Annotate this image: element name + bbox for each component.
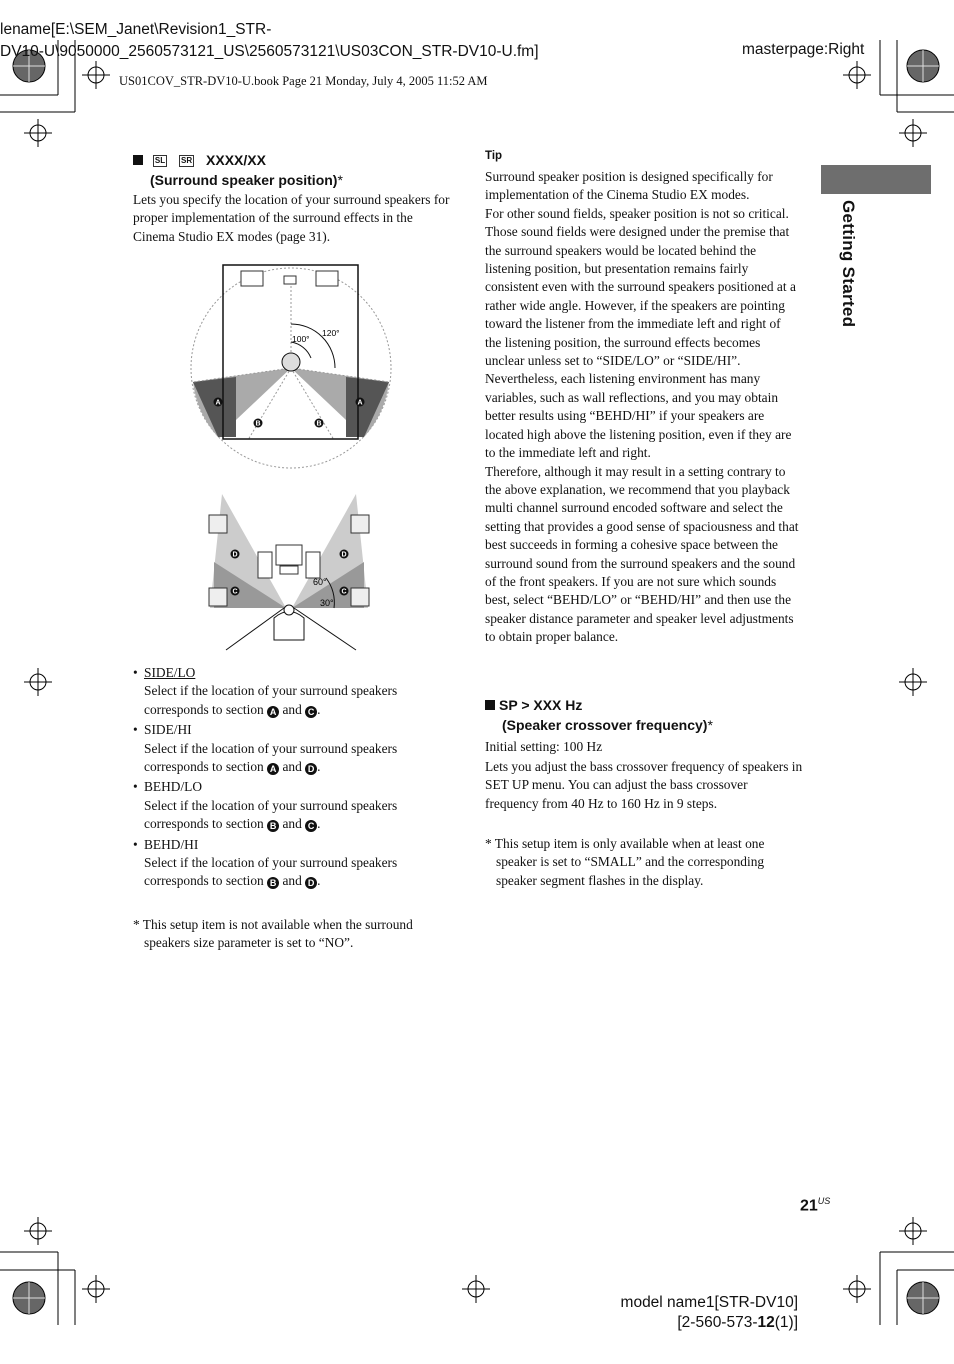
crossover-heading: SP > XXX Hz (Speaker crossover frequency)*	[485, 695, 805, 735]
angle-label-30: 30°	[320, 598, 334, 608]
section-subtitle: (Surround speaker position)	[150, 172, 338, 188]
option-name: SIDE/LO	[144, 665, 196, 680]
option-desc: Select if the location of your surround speakers corresponds to section	[144, 797, 398, 832]
option-desc: Select if the location of your surround speakers corresponds to section	[144, 855, 398, 889]
side-tab-label: Getting Started	[839, 200, 858, 328]
crossover-description: Lets you adjust the bass crossover frequency of speakers in SET UP menu. You can adjust the bass crossover frequency from 40 Hz to 160 Hz in 9 steps.	[485, 759, 803, 811]
section-marker: B	[267, 820, 279, 832]
tip-paragraph: For other sound fields, speaker position is not so critical. Those sound fields were designed under the premise that the surround speakers would be located behind the listening position, but presentation remains fairly consistent even with the surround speakers positioned at a rather wide angle. However, if the speakers are pointing toward the listener from the immediate left and right of the listening position, the surround effects becomes unclear unless set to “SIDE/LO” or “SIDE/HI”.	[485, 205, 796, 369]
tip-paragraph: Nevertheless, each listening environment has many variables, such as wall reflections, and you may obtain better results using “BEHD/HI” if your speakers are located high above the listening position, even if they are to the immediate left and right.	[485, 371, 792, 461]
page-number	[800, 1196, 830, 1215]
heading-square-bullet	[485, 700, 495, 710]
marker-c-left: C	[232, 588, 238, 596]
surround-angle-diagram	[188, 262, 394, 472]
page-suffix: US	[817, 1196, 831, 1206]
crossover-subtitle: (Speaker crossover frequency)	[502, 717, 708, 733]
heading-square-bullet	[133, 155, 143, 165]
masterpage-label: masterpage:Right	[742, 41, 865, 58]
section-marker: C	[305, 820, 317, 832]
and-word: and	[282, 701, 302, 717]
marker-b-left: B	[255, 420, 261, 428]
filename-line-1: lename[E:\SEM_Janet\Revision1_STR-	[0, 21, 272, 38]
section-marker: A	[267, 763, 279, 775]
and-word: and	[282, 759, 302, 775]
section-marker: B	[267, 877, 279, 889]
tip-body	[485, 168, 800, 647]
marker-d-left: D	[232, 551, 238, 559]
option-name: BEHD/HI	[144, 836, 199, 852]
book-info-line: US01COV_STR-DV10-U.book Page 21 Monday, July 4, 2005 11:52 AM	[119, 74, 488, 88]
section-tab	[821, 165, 931, 194]
surround-height-diagram	[206, 490, 372, 656]
tip-paragraph: Surround speaker position is designed specifically for implementation of the Cinema Studio EX modes.	[485, 169, 773, 203]
angle-label-100: 100°	[292, 334, 310, 344]
filename-line-2: DV10-U\9050000_2560573121_US\2560573121\US03CON_STR-DV10-U.fm]	[0, 43, 539, 60]
marker-a-left: A	[215, 399, 221, 407]
option-desc: Select if the location of your surround speakers corresponds to section	[144, 740, 398, 775]
model-line: model name1[STR-DV10]	[620, 1294, 798, 1311]
sr-icon: SR	[181, 156, 193, 165]
section-title: XXXX/XX	[206, 152, 266, 168]
left-footnote: * This setup item is not available when the surround speakers size parameter is set to “NO”.	[133, 917, 413, 951]
part-prefix: [2-560-573-	[677, 1314, 758, 1331]
option-side-hi: • SIDE/HI Select if the location of your surround speakers corresponds to section A and D .	[133, 721, 453, 776]
tip-paragraph: Therefore, although it may result in a setting contrary to the above explanation, we recommend that you playback multi channel surround encoded software and select the setting that provides a good sense of spaciousness and that best succeeds in forming a cohesive space between the surround sound from the surround speakers and the sound of the front speakers. If you are not sure which sounds best, select “BEHD/LO” or “BEHD/HI” and then use the speaker distance parameter and speaker level adjustments to obtain proper balance.	[485, 463, 799, 645]
sl-icon: SL	[154, 156, 166, 165]
option-behd-lo: • BEHD/LO Select if the location of your surround speakers corresponds to section B and C .	[133, 778, 453, 833]
surround-position-heading: SL SR XXXX/XX (Surround speaker position)*	[133, 150, 453, 190]
part-revision: 12	[757, 1314, 775, 1331]
initial-setting: Initial setting: 100 Hz	[485, 739, 603, 754]
marker-b-right: B	[316, 420, 322, 428]
right-footnote: * This setup item is only available when at least one speaker is set to “SMALL” and the corresponding speaker segment flashes in the display.	[485, 836, 765, 888]
marker-d-right: D	[341, 551, 347, 559]
option-name: SIDE/HI	[144, 722, 192, 738]
part-suffix: (1)]	[774, 1314, 798, 1331]
marker-c-right: C	[341, 588, 347, 596]
and-word: and	[282, 873, 302, 889]
section-marker: D	[305, 763, 317, 775]
section-marker: A	[267, 706, 279, 718]
angle-label-120: 120°	[322, 328, 340, 338]
option-name: BEHD/LO	[144, 779, 203, 795]
options-list	[133, 664, 453, 891]
intro-paragraph: Lets you specify the location of your surround speakers for proper implementation of the surround effects in the Cinema Studio EX modes (page 31).	[133, 192, 450, 244]
option-side-lo: • SIDE/LO Select if the location of your surround speakers corresponds to section A and C .	[133, 664, 453, 719]
section-marker: C	[305, 706, 317, 718]
tip-label: Tip	[485, 150, 503, 162]
and-word: and	[282, 816, 302, 832]
marker-a-right: A	[357, 399, 363, 407]
option-behd-hi: • BEHD/HI Select if the location of your surround speakers corresponds to section B and D .	[133, 836, 453, 891]
part-number	[600, 1313, 798, 1333]
option-desc: Select if the location of your surround speakers corresponds to section	[144, 683, 398, 717]
section-marker: D	[305, 877, 317, 889]
page-number-value: 21	[800, 1197, 818, 1215]
crossover-title: SP > XXX Hz	[499, 697, 583, 713]
angle-label-60: 60°	[313, 577, 327, 587]
